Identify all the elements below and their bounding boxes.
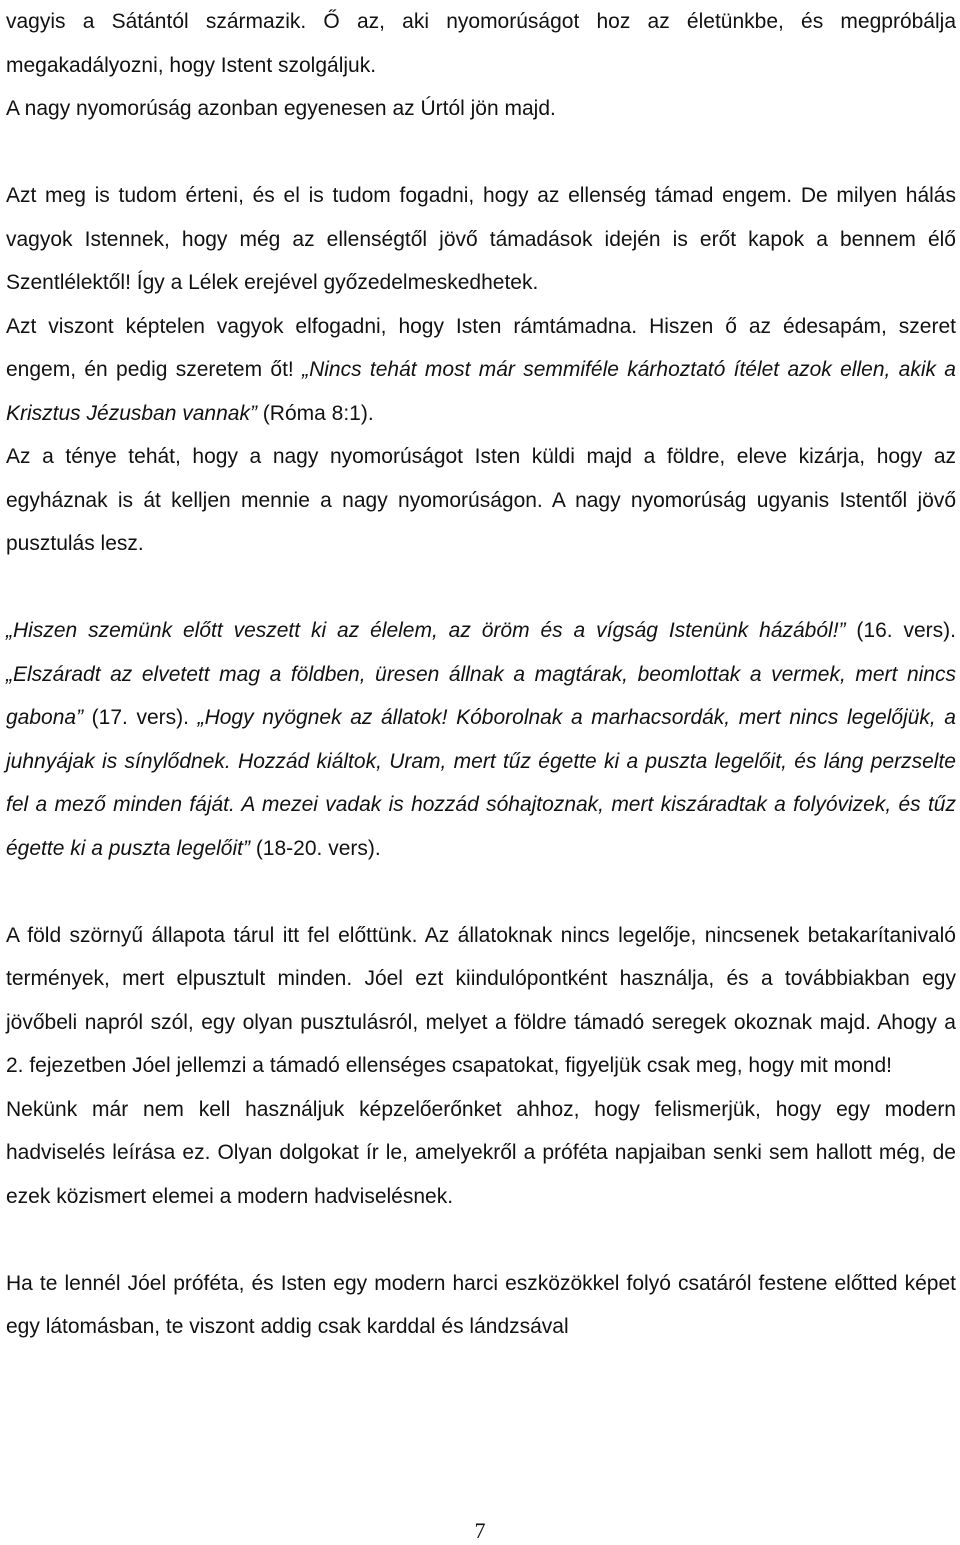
paragraph-gap bbox=[6, 131, 956, 175]
paragraph-text: Az a ténye tehát, hogy a nagy nyomorúságot Isten küldi majd a földre, eleve kizárja, hogy az egyháznak is át kelljen mennie a nagy nyomorúságon. A nagy nyomorúság ugyanis Istentől jövő pusztulás lesz. bbox=[6, 445, 956, 555]
scripture-reference: (18-20. vers). bbox=[249, 836, 381, 860]
page-number: 7 bbox=[474, 1518, 486, 1543]
paragraph-text: vagyis a Sátántól származik. Ő az, aki nyomorúságot hoz az életünkbe, és megpróbálja megakadályozni, hogy Istent szolgáljuk. bbox=[6, 10, 956, 77]
document-page bbox=[6, 0, 956, 1349]
scripture-reference: (16. vers). bbox=[845, 619, 956, 642]
paragraph-text: Ha te lennél Jóel próféta, és Isten egy modern harci eszközökkel folyó csatáról festene előtted képet egy látomásban, te viszont addig csak karddal és lándzsával bbox=[6, 1271, 956, 1338]
scripture-quote: „Elszáradt az elvetett mag a földben, üresen állnak a magtárak, beomlottak a vermek, mert nincs gabona” bbox=[6, 662, 956, 729]
scripture-quote: „Hiszen szemünk előtt veszett ki az élelem, az öröm és a vígság Istenünk házából!” bbox=[6, 619, 846, 642]
scripture-quote: „Nincs tehát most már semmiféle kárhoztató ítélet azok ellen, akik a Krisztus Jézusban vannak” bbox=[6, 358, 956, 425]
paragraph-gap bbox=[6, 566, 956, 610]
scripture-quote: „Hogy nyögnek az állatok! Kóborolnak a marhacsordák, mert nincs legelőjük, a juhnyájak is sínylődnek. Hozzád kiáltok, Uram, mert tűz égette ki a puszta legelőit, és láng perzselte fel a mező minden fáját. A mezei vadak is hozzád sóhajtoznak, mert kiszáradtak a folyóvizek, és tűz égette ki a puszta legelőit” bbox=[6, 706, 956, 860]
paragraph bbox=[6, 0, 956, 131]
paragraph bbox=[6, 609, 956, 870]
paragraph-text: Nekünk már nem kell használjuk képzelőerőnket ahhoz, hogy felismerjük, hogy egy modern hadviselés leírása ez. Olyan dolgokat ír le, amelyekről a próféta napjaiban senki sem hallott még, de ezek közismert elemei a modern hadviselésnek. bbox=[6, 1097, 956, 1208]
scripture-reference: (17. vers). bbox=[83, 706, 198, 729]
scripture-reference: (Róma 8:1). bbox=[256, 401, 374, 425]
paragraph-text: Azt viszont képtelen vagyok elfogadni, hogy Isten rámtámadna. Hiszen ő az édesapám, szeret engem, én pedig szeretem őt! bbox=[6, 314, 956, 381]
paragraph bbox=[6, 1262, 956, 1349]
paragraph-gap bbox=[6, 870, 956, 914]
paragraph-text: A nagy nyomorúság azonban egyenesen az Úrtól jön majd. bbox=[6, 97, 556, 120]
paragraph bbox=[6, 174, 956, 566]
paragraph-text: A föld szörnyű állapota tárul itt fel előttünk. Az állatoknak nincs legelője, nincsenek betakarítanivaló termények, mert elpusztult minden. Jóel ezt kiindulópontként használja, és a továbbiakban egy jövőbeli napról szól, egy olyan pusztulásról, melyet a földre támadó seregek okoznak majd. Ahogy a 2. fejezetben Jóel jellemzi a támadó ellenséges csapatokat, figyeljük csak meg, hogy mit mond! bbox=[6, 923, 956, 1077]
paragraph bbox=[6, 914, 956, 1219]
paragraph-gap bbox=[6, 1218, 956, 1262]
paragraph-text: Azt meg is tudom érteni, és el is tudom fogadni, hogy az ellenség támad engem. De milyen hálás vagyok Istennek, hogy még az ellenségtől jövő támadások idején is erőt kapok a bennem élő Szentlélektől! Így a Lélek erejével győzedelmeskedhetek. bbox=[6, 184, 956, 294]
